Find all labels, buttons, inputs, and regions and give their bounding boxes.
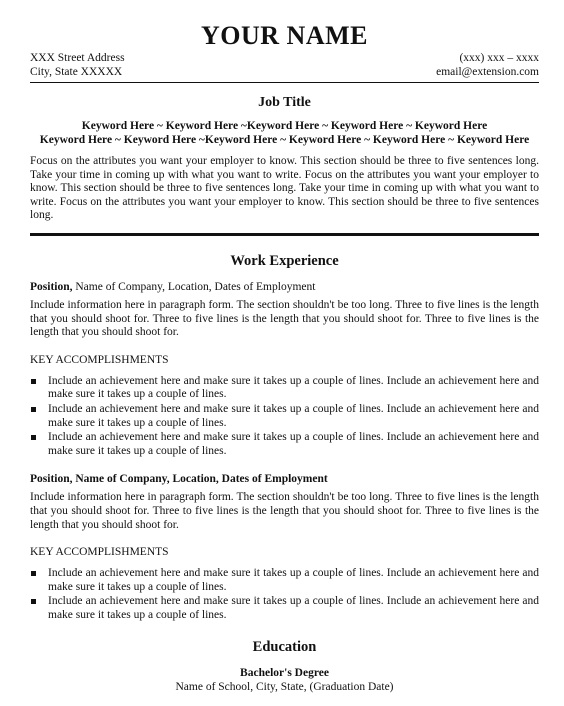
education-heading: Education [252,639,317,656]
section-divider [30,233,539,236]
phone-email-block [436,51,539,79]
job-details-1: Name of Company, Location, Dates of Employment [72,280,316,293]
job-title: Job Title [258,95,311,110]
list-item: Include an achievement here and make sure it takes up a couple of lines. Include an achievement here and make sure it takes up a couple of lines. [30,403,539,430]
keywords-line-1: Keyword Here ~ Keyword Here ~Keyword Here ~ Keyword Here ~ Keyword Here [81,120,488,132]
summary-paragraph: Focus on the attributes you want your employer to know. This section should be three to five sentences long. Take your time in coming up with what you want to write. Focus on the attributes you want your employer to know. This section should be three to five sentences long. Take your time in coming up with what you want to write. Focus on the attributes you want your employer to know. This section should be three to five sentences long. [30,155,539,222]
phone-number: (xxx) xxx – xxxx [459,52,539,64]
candidate-name: YOUR NAME [201,21,368,50]
key-accomplishments-label-1: KEY ACCOMPLISHMENTS [30,353,169,366]
contact-block [30,51,539,79]
education-school: Name of School, City, State, (Graduation Date) [175,681,394,694]
accomplishments-list-2 [30,567,539,622]
list-item: Include an achievement here and make sure it takes up a couple of lines. Include an achievement here and make sure it takes up a couple of lines. [30,595,539,622]
job-description-2: Include information here in paragraph form. The section shouldn't be too long. Three to five lines is the length that you should shoot for. Three to five lines is the length that you should shoot for. Three to five lines is the length that you should shoot for. [30,491,539,531]
address-line-2: City, State XXXXX [30,66,123,78]
resume-page [30,0,539,694]
job-position-1: Position, [30,280,73,293]
job-heading-2: Position, Name of Company, Location, Dates of Employment [30,473,328,486]
list-item: Include an achievement here and make sure it takes up a couple of lines. Include an achievement here and make sure it takes up a couple of lines. [30,567,539,594]
address-line-1: XXX Street Address [30,52,125,64]
work-experience-heading: Work Experience [230,252,339,269]
list-item: Include an achievement here and make sure it takes up a couple of lines. Include an achievement here and make sure it takes up a couple of lines. [30,431,539,458]
job-description-1: Include information here in paragraph form. The section shouldn't be too long. Three to five lines is the length that you should shoot for. Three to five lines is the length that you should shoot for. Three to five lines is the length that you should shoot for. [30,298,539,339]
email-address: email@extension.com [436,66,539,78]
bullet-icon [31,435,36,440]
bullet-icon [31,407,36,412]
bullet-icon [31,599,36,604]
bullet-icon [31,571,36,576]
accomplishments-list-1 [30,375,539,459]
education-degree: Bachelor's Degree [240,667,329,680]
list-item: Include an achievement here and make sure it takes up a couple of lines. Include an achievement here and make sure it takes up a couple of lines. [30,375,539,402]
header-divider [30,82,539,83]
address-block [30,51,125,79]
bullet-icon [31,379,36,384]
job-heading-1 [30,280,539,294]
key-accomplishments-label-2: KEY ACCOMPLISHMENTS [30,546,169,559]
keywords-block [30,119,539,147]
keywords-line-2: Keyword Here ~ Keyword Here ~Keyword Here ~ Keyword Here ~ Keyword Here ~ Keyword Here [39,134,530,146]
